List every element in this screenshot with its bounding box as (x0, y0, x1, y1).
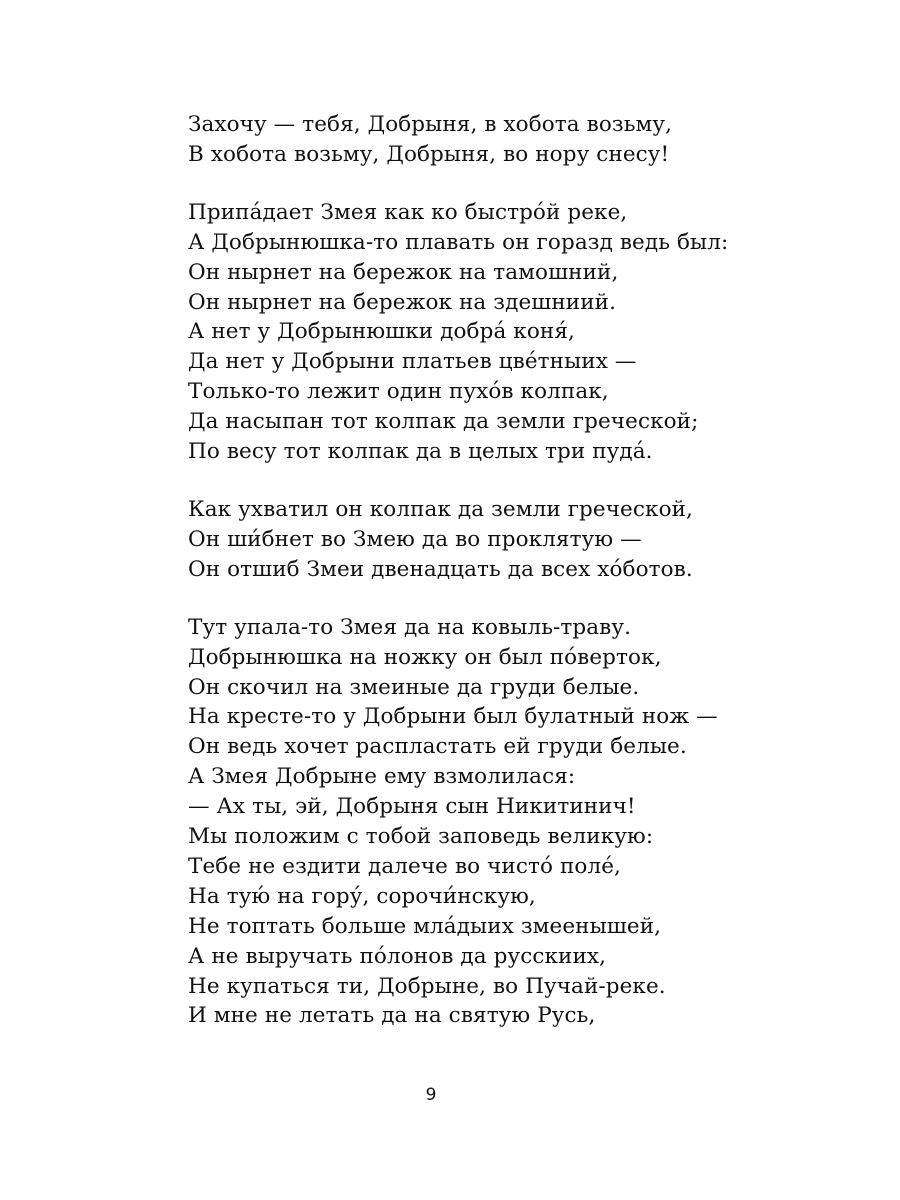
poem-line: Только-то лежит один пухо́в колпак, (188, 379, 609, 405)
poem-line: Не купаться ти, Добрыне, во Пучай-реке. (188, 973, 666, 999)
poem-line: Не топтать больше мла́дыих змеенышей, (188, 913, 662, 939)
poem-line: Он ши́бнет во Змею да во проклятую — (188, 526, 642, 552)
poem-line: Он нырнет на бережок на тамошний, (188, 259, 619, 285)
stanza-4 (188, 613, 868, 1032)
poem-line: Тебе не ездити далече во чисто́ поле́, (188, 853, 621, 879)
poem-line: На тую́ на гору́, сорочи́нскую, (188, 883, 536, 909)
poem-line: Припа́дает Змея как ко быстро́й реке, (188, 199, 628, 225)
stanza-2 (188, 198, 868, 467)
page-number: 9 (425, 1085, 437, 1105)
poem-line: А Змея Добрыне ему взмолилася: (188, 764, 576, 790)
poem-line: В хобота возьму, Добрыня, во нору снесу! (188, 141, 670, 167)
poem-line: Как ухватил он колпак да земли греческой, (188, 496, 693, 522)
stanza-3 (188, 495, 868, 585)
poem-line: А Добрынюшка-то плавать он горазд ведь был: (188, 229, 729, 255)
poem-line: Захочу — тебя, Добрыня, в хобота возьму, (188, 112, 673, 137)
poem-line: Он скочил на змеиные да груди белые. (188, 674, 640, 700)
poem-line: Да нет у Добрыни платьев цве́тныих — (188, 349, 637, 375)
poem-text (188, 110, 868, 1059)
poem-line: — Ах ты, эй, Добрыня сын Никитинич! (188, 794, 636, 820)
poem-line: Мы положим с тобой заповедь великую: (188, 824, 654, 850)
poem-line: Он отшиб Змеи двенадцать да всех хо́ботов. (188, 556, 693, 582)
poem-line: Да насыпан тот колпак да земли греческой; (188, 409, 699, 435)
poem-line: По весу тот колпак да в целых три пуда́. (188, 439, 653, 465)
poem-line: И мне не летать да на святую Русь, (188, 1003, 596, 1029)
poem-line: На кресте-то у Добрыни был булатный нож — (188, 704, 718, 730)
poem-line: А не выручать по́лонов да русскиих, (188, 943, 607, 969)
poem-line: Тут упала-то Змея да на ковыль-траву. (188, 614, 632, 640)
stanza-1 (188, 110, 868, 170)
poem-line: Он нырнет на бережок на здешниий. (188, 289, 617, 315)
poem-line: Он ведь хочет распластать ей груди белые. (188, 734, 687, 760)
poem-line: Добрынюшка на ножку он был по́верток, (188, 644, 662, 670)
poem-line: А нет у Добрынюшки добра́ коня́, (188, 319, 575, 345)
